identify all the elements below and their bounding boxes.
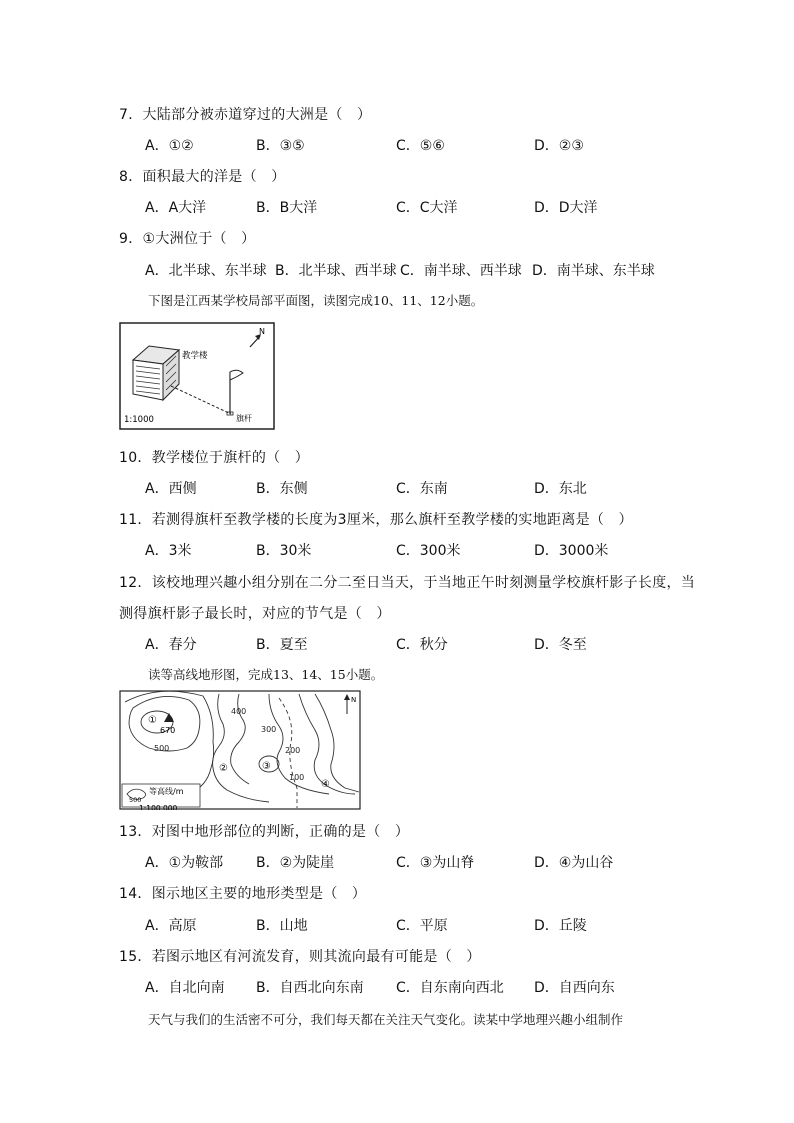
option-b[interactable]: B．夏至 <box>256 637 308 653</box>
school-plan-figure <box>119 322 275 430</box>
option-b[interactable]: B．30米 <box>256 543 312 559</box>
option-a[interactable]: A．3米 <box>145 543 192 559</box>
question-12: 12．该校地理兴趣小组分别在二分二至日当天，于当地正午时刻测量学校旗杆影子长度，当 <box>119 575 696 591</box>
option-d[interactable]: D．东北 <box>534 481 587 497</box>
question-10: 10．教学楼位于旗杆的（ ） <box>119 450 310 466</box>
option-c[interactable]: C．南半球、西半球 <box>400 263 522 279</box>
options-14 <box>145 915 705 935</box>
contour-map-figure <box>119 690 361 810</box>
north-label: N <box>351 696 357 704</box>
option-c[interactable]: C．平原 <box>396 918 448 934</box>
contour-label: 200 <box>285 746 301 755</box>
option-a[interactable]: A．高原 <box>145 918 197 934</box>
option-a[interactable]: A．春分 <box>145 637 197 653</box>
contour-label: 300 <box>261 725 277 734</box>
option-a[interactable]: A．自北向南 <box>145 980 225 996</box>
option-c[interactable]: C．自东南向西北 <box>396 980 504 996</box>
contour-label: 400 <box>231 707 247 716</box>
option-a[interactable]: A．①为鞍部 <box>145 855 224 871</box>
option-b[interactable]: B．③⑤ <box>256 138 305 154</box>
option-d[interactable]: D．南半球、东半球 <box>532 263 655 279</box>
option-a[interactable]: A．A大洋 <box>145 200 207 216</box>
option-c[interactable]: C．③为山脊 <box>396 855 475 871</box>
options-15 <box>145 977 705 997</box>
contour-label: 100 <box>289 773 305 782</box>
option-c[interactable]: C．⑤⑥ <box>396 138 445 154</box>
question-7: 7．大陆部分被赤道穿过的大洲是（ ） <box>119 107 372 123</box>
option-b[interactable]: B．山地 <box>256 918 308 934</box>
options-8 <box>145 197 705 217</box>
options-13 <box>145 852 705 872</box>
intro-school-map: 下图是江西某学校局部平面图，读图完成10、11、12小题。 <box>148 293 484 308</box>
question-11: 11．若测得旗杆至教学楼的长度为3厘米，那么旗杆至教学楼的实地距离是（ ） <box>119 512 633 528</box>
question-15: 15．若图示地区有河流发育，则其流向最有可能是（ ） <box>119 949 481 965</box>
option-d[interactable]: D．②③ <box>534 138 584 154</box>
option-c[interactable]: C．秋分 <box>396 637 448 653</box>
intro-weather: 天气与我们的生活密不可分，我们每天都在关注天气变化。读某中学地理兴趣小组制作 <box>148 1012 624 1027</box>
option-c[interactable]: C．300米 <box>396 543 461 559</box>
legend-label: 等高线/m <box>149 787 184 796</box>
peak-elevation: 670 <box>160 726 176 735</box>
question-14: 14．图示地区主要的地形类型是（ ） <box>119 886 367 902</box>
options-12 <box>145 634 705 654</box>
option-c[interactable]: C．东南 <box>396 481 448 497</box>
option-b[interactable]: B．自西北向东南 <box>256 980 364 996</box>
option-c[interactable]: C．C大洋 <box>396 200 458 216</box>
point-3: ③ <box>262 761 271 772</box>
scale-label: 1:1000 <box>124 415 154 425</box>
point-4: ④ <box>321 779 330 790</box>
option-d[interactable]: D．④为山谷 <box>534 855 614 871</box>
question-8: 8．面积最大的洋是（ ） <box>119 169 286 185</box>
options-7 <box>145 135 705 155</box>
legend-value: 500 <box>129 796 142 804</box>
scale-label: 1:100 000 <box>139 804 178 810</box>
option-a[interactable]: A．北半球、东半球 <box>145 263 267 279</box>
question-13: 13．对图中地形部位的判断，正确的是（ ） <box>119 824 410 840</box>
question-9: 9．①大洲位于（ ） <box>119 231 256 247</box>
options-10 <box>145 478 705 498</box>
option-d[interactable]: D．3000米 <box>534 543 609 559</box>
option-b[interactable]: B．东侧 <box>256 481 308 497</box>
options-9 <box>145 260 705 280</box>
option-a[interactable]: A．①② <box>145 138 194 154</box>
option-b[interactable]: B．北半球、西半球 <box>275 263 397 279</box>
option-d[interactable]: D．D大洋 <box>534 200 598 216</box>
option-d[interactable]: D．冬至 <box>534 637 587 653</box>
option-d[interactable]: D．丘陵 <box>534 918 587 934</box>
point-2: ② <box>219 763 228 774</box>
option-b[interactable]: B．②为陡崖 <box>256 855 335 871</box>
north-label: N <box>259 327 265 336</box>
peak-label: ① <box>148 715 157 726</box>
intro-contour-map: 读等高线地形图，完成13、14、15小题。 <box>148 667 384 682</box>
building-label: 教学楼 <box>182 351 208 361</box>
option-d[interactable]: D．自西向东 <box>534 980 615 996</box>
option-b[interactable]: B．B大洋 <box>256 200 318 216</box>
options-11 <box>145 540 705 560</box>
flag-label: 旗杆 <box>236 414 252 423</box>
question-12-cont: 测得旗杆影子最长时，对应的节气是（ ） <box>119 606 391 622</box>
contour-label: 500 <box>154 744 170 753</box>
option-a[interactable]: A．西侧 <box>145 481 197 497</box>
